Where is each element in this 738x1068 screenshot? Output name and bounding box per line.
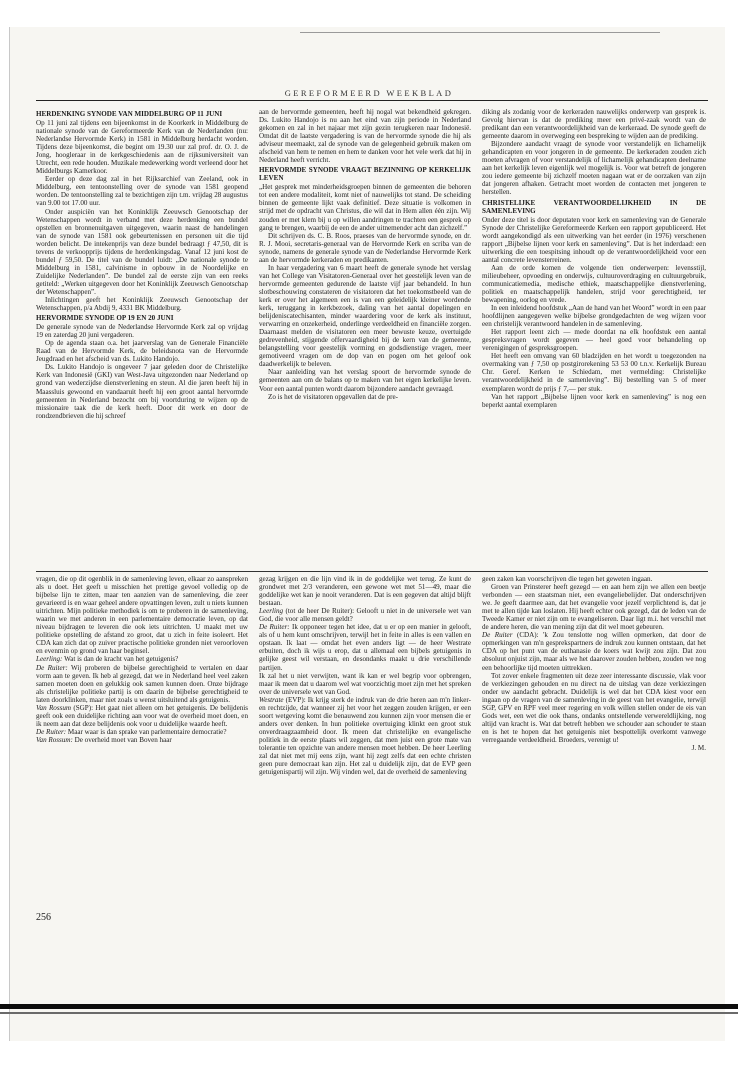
paragraph-text: Onder auspiciën van het Koninklijk Zeeuwsch Genootschap der Wetenschappen wordt in verband met deze herdenking een bundel opstellen en bronnenuitgaven uitgegeven, waarin naast de handelingen van de synode van 1581 ook gebeurtenissen en personen uit die tijd worden belicht. De intekenprijs van deze bundel bedraagt ƒ 47,50, dit is tevens de verkoopprijs tijdens de herdenkingsdag. Vanaf 12 juni kost de bundel ƒ 59,50. De titel van de bundel luidt: „De nationale synode te Middelburg in 1581, calvinisme in opbouw in de Noordelijke en Zuidelijke Nederlanden”. De bundel zal de eerste zijn van een reeks getiteld: „Werken uitgegeven door het Koninklijk Zeeuwsch Genootschap der Wetenschappen”. bbox=[36, 207, 248, 296]
paragraph bbox=[259, 575, 471, 607]
dialogue-paragraph bbox=[482, 631, 706, 671]
paragraph-text: „Het gesprek met minderheidsgroepen binnen de gemeenten die behoren tot een andere modaliteit, komt niet of nauwelijks tot stand. De scheiding binnen de gemeente lijkt vaak definitief. Deze situatie is volkomen in strijd met de opdracht van Christus, die wil dat in Hem allen één zijn. Wij zouden er met klem bij u op willen aandringen te trachten een gesprek op gang te brengen, waarbij de een de ander uitnemender acht dan zichzelf.” bbox=[259, 183, 471, 232]
paragraph-text: Dit schrijven ds. C. B. Roos, praeses van de hervormde synode, en dr. R. J. Mooi, secretaris-generaal van de Hervormde Kerk en scriba van de synode, namens de generale synode van de Nederlandse Hervormde Kerk aan de hervormde kerkeraden en predikanten. bbox=[259, 231, 471, 264]
speaker-name: De Ruiter: bbox=[259, 623, 290, 632]
bottom-column-3 bbox=[482, 575, 706, 752]
header-rule bbox=[36, 100, 708, 101]
scan-bottom-line bbox=[0, 1012, 738, 1014]
scan-bottom-bar bbox=[0, 1004, 738, 1009]
paragraph bbox=[259, 368, 471, 392]
paragraph-text: Tot zover enkele fragmenten uit deze zeer interessante discussie, vlak voor de verkiezingen gehouden en nu direct na de uitslag van deze verkiezingen onder uw aandacht gebracht. Duidelijk is wel dat het CDA kiest voor een ingaan op de vragen van de samenleving in de geest van het evangelie, terwijl SGP, GPV en RPF veel meer regering en volk willen stellen onder de eis van Gods wet, een wet die ook thans, ondanks ontstellende verwereldlijking, nog altijd van kracht is. Wat dat betreft hebben we schouder aan schouder te staan en is het te hopen dat het getuigenis niet bespottelijk overkomt vanwege verregaande verdeeldheid. Broeders, verenigt u! bbox=[482, 671, 706, 744]
bottom-column-2 bbox=[259, 575, 471, 776]
section-divider-rule bbox=[36, 571, 708, 572]
dialogue-paragraph bbox=[36, 704, 248, 728]
paragraph-text: Aan de orde komen de volgende tien onderwerpen: levensstijl, milieubeheer, opvoeding en onderwijs, cultuuroverdraging en cultuurgebruik, communicatiemedia, medische ethiek, maatschappelijke dienstverlening, politiek en maatschappelijk handelen, strijd voor gerechtigheid, ter bewapening, oorlog en vrede. bbox=[482, 263, 706, 304]
speaker-name: Leerling: bbox=[36, 655, 63, 664]
paragraph-text: De overheid moet van Boven haar bbox=[74, 735, 172, 744]
paragraph bbox=[259, 183, 471, 231]
paragraph bbox=[482, 216, 706, 264]
paragraph bbox=[36, 296, 248, 312]
paragraph-text: Wij proberen de bijbelse gerechtigheid te vertalen en daar vorm aan te geven. Ik heb al gezegd, dat we in Nederland heel veel zaken samen moeten doen en gelukkig ook samen kunnen doen. Onze bijdrage als christelijke politieke partij is om daarin de bijbelse gerechtigheid te laten doorklinken, maar niet zoals u wenst uitsluitend als getuigenis. bbox=[36, 663, 248, 704]
paragraph-text: (CDA): 'k Zou tenslotte nog willen opmerken, dat door de opmerkingen van m'n gesprekspartners de indruk zou kunnen ontstaan, dat het CDA op het punt van de euthanasie de koers wat kwijt zou zijn. Dat zou absoluut onjuist zijn, maar als we het daarover zouden hebben, zouden we nog een behoorlijke tijd moeten uittrekken. bbox=[482, 631, 706, 672]
paragraph-text: Naar aanleiding van het verslag spoort de hervormde synode de gemeenten aan om de balans op te maken van het eigen kerkelijke leven. Voor een aantal punten wordt daarom bijzondere aandacht gevraagd. bbox=[259, 368, 471, 393]
paragraph-text: Maar waar is dan sprake van parlementaire democratie? bbox=[67, 727, 227, 736]
top-column-3 bbox=[482, 108, 706, 409]
paragraph-text: Op de agenda staan o.a. het jaarverslag van de Generale Financiële Raad van de Hervormde Kerk, de beleidsnota van de Hervormde Jeugdraad en het afscheid van ds. Lukito Handojo. bbox=[36, 339, 248, 364]
paragraph bbox=[259, 393, 471, 401]
paragraph bbox=[259, 672, 471, 696]
paragraph-text: Inlichtingen geeft het Koninklijk Zeeuwsch Genootschap der Wetenschappen, p/a Abdij 9, 4331 BK Middelburg. bbox=[36, 296, 248, 313]
paragraph-text: Groen van Prinsterer heeft gezegd — en aan hem zijn we allen een beetje verbonden — een staatsman niet, een evangeliebelijder. Dat onderschrijven we. Je geeft daarmee aan, dat het evangelie voor jezelf verplichtend is, dat je met te allen tijde kan loslaten. Hij heeft echter ook gezegd, dat de leden van de Tweede Kamer er niet zijn om te evangeliseren. Daar ligt m.i. het verschil met de andere heren, die van mening zijn dat dit wel moet gebeuren. bbox=[482, 583, 706, 632]
paragraph-text: Wat is dan de kracht van het getuigenis? bbox=[64, 655, 179, 664]
section-heading: HERVORMDE SYNODE OP 19 EN 20 JUNI bbox=[36, 314, 174, 323]
speaker-name: De Ruiter: bbox=[36, 663, 68, 672]
paragraph-text: Ik opponeer tegen het idee, dat u er op een manier in gelooft, als of u hem kunt omschrijven, terwijl het in feite in alles is een vallen en opstaan. Ik laat — omdat het even anders ligt — de heer Westrate erbuiten, doch ik wijs u erop, dat u allemaal een bijbels getuigenis in gelijke geest wil verstaan, en desondanks maakt u drie verschillende partijen. bbox=[259, 623, 472, 672]
speaker-name: Van Rossum: bbox=[36, 735, 73, 744]
paragraph bbox=[482, 352, 706, 392]
paragraph-text: diking als zodanig voor de kerkeraden nauwelijks onderwerp van gesprek is. Gevolg hiervan is dat de prediking meer een privé-zaak wordt van de predikant dan een verantwoordelijkheid van de kerkeraad. De synode geeft de gemeente daarom in overweging een bespreking te wijden aan de prediking. bbox=[482, 108, 706, 141]
paragraph bbox=[36, 208, 248, 297]
paragraph-text: In haar vergadering van 6 maart heeft de generale synode het verslag van het College van Visitatoren-Generaal over het geestelijk leven van de hervormde gemeenten gedurende de laatste vijf jaar behandeld. In hun slotbeschouwing constateren de visitatoren dat het toekomstbeeld van de kerk er over het algemeen een is van een geleidelijk kleiner wordende kerk, teruggang in kerkbezoek, daling van het aantal dopelingen en belijdeniscatechisanten, minder waardering voor de kerk als instituut, verwarring en onzekerheid, onderlinge verdeeldheid en financiële zorgen. Daarnaast melden de visitatoren een meer bewuste keuze, overtuigde gedrevenheid, stijgende offervaardigheid bij de kern van de gemeente, belangstelling voor geestelijk vorming en godsdienstige vragen, meer gemotiveerd vragen om de dop van en pogen om het geloof ook daadwerkelijk te beleven. bbox=[259, 263, 471, 369]
paragraph-text: Bijzondere aandacht vraagt de synode voor verstandelijk en lichamelijk gehandicapten en voor jongeren in de gemeente. De kerkeraden zouden zich moeten afvragen of voor verstandelijk of lichamelijk gehandicapten deelname aan het kerkelijk leven eigenlijk wel mogelijk is. Voor wat betreft de jongeren zou iedere gemeente bij zichzelf moeten nagaan wat er de oorzaken van zijn dat jongeren afhaken. Getracht moet worden de contacten met jongeren te herstellen. bbox=[482, 140, 706, 197]
author-signature: J. M. bbox=[691, 743, 706, 752]
top-column-1 bbox=[36, 108, 248, 420]
paragraph bbox=[36, 119, 248, 175]
speaker-name: Van Rossum bbox=[36, 703, 72, 712]
paragraph-text: Het rapport leent zich — mede doordat na elk hoofdstuk een aantal gespreksvragen wordt gegeven — heel goed voor behandeling op verenigingen of gespreksgroepen. bbox=[482, 328, 706, 353]
scan-artifact-line bbox=[300, 32, 660, 33]
speaker-name: De Ruiter bbox=[482, 631, 513, 640]
paragraph-text: Het heeft een omvang van 60 bladzijden en het wordt u toegezonden na overmaking van ƒ 7,50 op postgirorekening 53 53 00 t.n.v. Kerkelijk Bureau Chr. Geref. Kerken te Schiedam, met vermelding: Christelijke verantwoordelijkheid in de samenleving”. Bij bestelling van 5 of meer exemplaren wordt de prijs ƒ 7,— per stuk. bbox=[482, 352, 706, 393]
paragraph-text: Onder deze titel is door deputaten voor kerk en samenleving van de Generale Synode der Christelijke Gereformeerde Kerken een rapport gepubliceerd. Het wordt aangekondigd als een uitwerking van het eerder (in 1976) verschenen rapport „Bijbelse lijnen voor kerk en samenleving”. Dat is het inderdaad: een uitwerking die een toespitsing inhoudt op de verantwoordelijkheid voor een aantal concrete levensterreinen. bbox=[482, 215, 706, 264]
paragraph-text: Van het rapport „Bijbelse lijnen voor kerk en samenleving” is nog een beperkt aantal exemplaren bbox=[482, 392, 706, 409]
paragraph bbox=[482, 575, 706, 583]
paragraph-text: gezag krijgen en die lijn vind ik in de goddelijke wet terug. Ze kunt de grondwet met 2/3 veranderen, een gewone wet met 51—49, maar die goddelijke wet kan je nooit veranderen. Dat is een gegeven dat altijd blijft bestaan. bbox=[259, 575, 471, 608]
paragraph bbox=[36, 363, 248, 419]
paragraph-text: Ds. Lukito Handojo is ongeveer 7 jaar geleden door de Christelijke Kerk van Indonesië (GKI) van West-Java uitgezonden naar Nederland op grond van wederzijdse dienstverlening en steun. Al die jaren heeft hij in Maassluis gewoond en vandaaruit heeft hij een groot aantal hervormde gemeenten in Nederland bezocht om bij voortduring te wijzen op de missionaire taak die de kerk heeft. Door dit werk en door de rondzendbrieven die hij schreef bbox=[36, 363, 248, 420]
section-heading: HERVORMDE SYNODE VRAAGT BEZINNING OP KERKELIJK LEVEN bbox=[259, 166, 471, 183]
section-heading: CHRISTELIJKE VERANTWOORDELIJKHEID IN DE SAMENLEVING bbox=[482, 198, 706, 215]
paragraph-text: In een inleidend hoofdstuk „Aan de hand van het Woord” wordt in een paar hoofdlijnen aangegeven welke bijbelse grondgedachten de weg wijzen voor een christelijk verantwoord handelen in de samenleving. bbox=[482, 304, 706, 329]
paragraph bbox=[482, 108, 706, 140]
page-number: 256 bbox=[36, 912, 51, 923]
paragraph-text: Zo is het de visitatoren opgevallen dat de pre- bbox=[268, 392, 399, 401]
running-title: GEREFORMEERD WEEKBLAD bbox=[284, 88, 454, 98]
bottom-column-1 bbox=[36, 575, 248, 744]
paragraph bbox=[482, 672, 706, 744]
paragraph-text: (SGP): Het gaat niet alleen om het getuigenis. De belijdenis geeft ook een duidelijke richting aan voor wat de overheid moet doen, en ik neem aan dat deze belijdenis ook voor u duidelijke waarde heeft. bbox=[36, 703, 248, 728]
paragraph-text: Op 11 juni zal tijdens een bijeenkomst in de Koorkerk in Middelburg de nationale synode van de Gereformeerde Kerk van de Nederlanden (nu: Nederlandse Hervormde Kerk) in 1581 in Middelburg herdacht worden. Tijdens deze bijeenkomst, die begint om 19.30 uur zal prof. dr. O. J. de Jong, hoogleraar in de kerkgeschiedenis aan de rijksuniversiteit van Utrecht, een rede houden. Muzikale medewerking wordt verleend door het Middelburgs Kamerkoor. bbox=[36, 119, 248, 176]
dialogue-paragraph bbox=[36, 736, 248, 744]
paragraph bbox=[259, 232, 471, 264]
paragraph-text: De generale synode van de Nederlandse Hervormde Kerk zal op vrijdag 19 en zaterdag 20 juni vergaderen. bbox=[36, 323, 248, 340]
paragraph-text: Ik zal het u niet verwijten, want ik kan er wel begrip voor opbrengen, maar ik meen dat u daarom wel wat voorzichtig moet zijn met het spreken over de universele wet van God. bbox=[259, 671, 471, 696]
dialogue-paragraph bbox=[259, 696, 471, 776]
paragraph bbox=[482, 304, 706, 328]
paragraph bbox=[259, 108, 471, 164]
dialogue-paragraph bbox=[36, 728, 248, 736]
section-heading: HERDENKING SYNODE VAN MIDDELBURG OP 11 JUNI bbox=[36, 110, 223, 118]
paragraph bbox=[482, 264, 706, 304]
dialogue-paragraph bbox=[259, 607, 471, 623]
speaker-name: Leerling bbox=[259, 607, 284, 616]
paragraph bbox=[36, 575, 248, 655]
top-column-2 bbox=[259, 108, 471, 401]
paragraph bbox=[482, 583, 706, 631]
paragraph-text: Eerder op deze dag zal in het Rijksarchief van Zeeland, ook in Middelburg, een tentoonstelling over de synode van 1581 geopend worden. De tentoonstelling zal te bezichtigen zijn t.m. vrijdag 28 augustus van 9.00 tot 17.00 uur. bbox=[36, 175, 248, 208]
paragraph-text: vragen, die op dit ogenblik in de samenleving leven, elkaar zo aanspreken als u doet. Het geeft u misschien het prettige gevoel volledig op de bijbelse lijn te zitten, maar ten aanzien van de samenleving, die zeer gevarieerd is en waar geheel andere opvattingen leven, zult u niets kunnen uitrichten. Mijn politieke methodiek is om te proberen in de samenleving, waarin we met anderen in een parlementaire democratie leven, op dat niveau bijdragen te leveren die ook iets uitrichten. U maakt met uw politieke opstelling de afstand zo groot, dat u zich in feite isoleert. Het CDA kan zich dat op zuiver practische politieke gronden niet veroorloven en evenmin op grond van haar beginsel. bbox=[36, 575, 248, 656]
signature-line bbox=[482, 744, 706, 752]
paragraph-text: geen zaken kan voorschrijven die tegen het geweten ingaan. bbox=[482, 575, 653, 583]
dialogue-paragraph bbox=[36, 664, 248, 704]
paragraph-text: (EVP): Ik krijg sterk de indruk van de drie heren aan m'n linker- en rechtzijde, dat wanneer zij het voor het zeggen zouden krijgen, er een soort wetgeving komt die benauwend zou kunnen zijn voor mensen die er anders over denken. In hun politieke overtuiging klinkt een groot stuk onverdraagzaamheid door. Ik meen dat christelijke en evangelische politiek in de eerste plaats wil zeggen, dat men juist een grote mate van tolerantie ten opzichte van andere mensen moet hebben. De heer Leerling zal dat niet met mij eens zijn, want hij zegt zelfs dat een echte christen geen pure democraat kan zijn. Het zal u duidelijk zijn, dat de EVP geen getuigenispartij wil zijn. Wij vinden wel, dat de overheid de samenleving bbox=[259, 695, 471, 777]
speaker-name: Westrate bbox=[259, 695, 284, 704]
paragraph-text: (tot de heer De Ruiter): Gelooft u niet in de universele wet van God, die voor alle mensen geldt? bbox=[259, 607, 471, 624]
paragraph bbox=[36, 323, 248, 339]
paragraph bbox=[36, 175, 248, 207]
speaker-name: De Ruiter: bbox=[36, 727, 67, 736]
page-edge-shadow bbox=[9, 27, 10, 1041]
paragraph bbox=[482, 140, 706, 196]
paragraph bbox=[36, 339, 248, 363]
dialogue-paragraph bbox=[36, 655, 248, 663]
paragraph-text: aan de hervormde gemeenten, heeft hij nogal wat bekendheid gekregen. Ds. Lukito Handojo is nu aan het eind van zijn periode in Nederland gekomen en zal in het najaar met zijn gezin terugkeren naar Indonesië. Omdat dit de laatste vergadering is van de hervormde synode die hij als adviseur meemaakt, zal de synode van de gelegenheid gebruik maken om afscheid van hem te nemen en hem te danken voor het vele werk dat hij in Nederland heeft verricht. bbox=[259, 108, 471, 165]
paragraph bbox=[482, 328, 706, 352]
paragraph bbox=[259, 264, 471, 369]
paragraph bbox=[482, 393, 706, 409]
dialogue-paragraph bbox=[259, 623, 471, 671]
